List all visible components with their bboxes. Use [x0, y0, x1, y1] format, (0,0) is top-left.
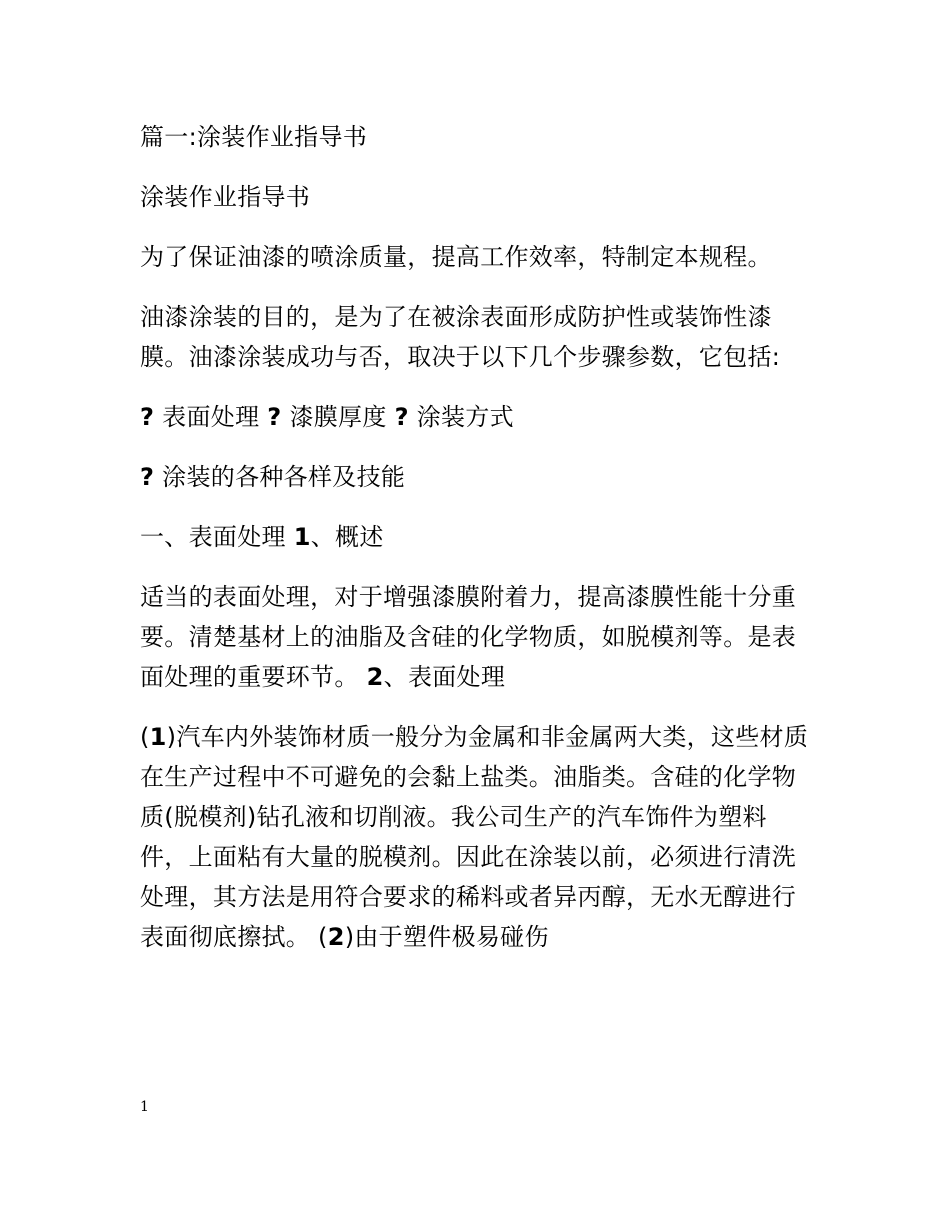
item-open-paren: (: [140, 723, 150, 751]
bullet-mark: ?: [140, 463, 155, 491]
bullet-text-coating-method: 涂装方式: [408, 403, 514, 431]
document-subheading: 涂装作业指导书: [140, 183, 311, 211]
overview-text: 适当的表面处理，对于增强漆膜附着力，提高漆膜性能十分重要。清楚基材上的油脂及含硅的化学物质，如脱模剂等。是表面处理的重要环节。: [140, 583, 797, 691]
item-number-1: 1: [149, 723, 167, 751]
bullet-line-1: [140, 397, 812, 437]
item-2-text: )由于塑件极易碰伤: [344, 923, 549, 951]
bullet-mark: ?: [140, 403, 155, 431]
section-heading-surface-treatment: [140, 517, 812, 557]
bullet-text-skills: 涂装的各种各样及技能: [154, 463, 406, 491]
purpose-paragraph: 油漆涂装的目的，是为了在被涂表面形成防护性或装饰性漆膜。油漆涂装成功与否，取决于以下几个步骤参数，它包括:: [140, 303, 781, 371]
overview-paragraph: [140, 577, 812, 697]
document-body: [140, 117, 812, 977]
item-1-text: )汽车内外装饰材质一般分为金属和非金属两大类，这些材质在生产过程中不可避免的会黏上盐类。油脂类。含硅的化学物质(脱模剂)钻孔液和切削液。我公司生产的汽车饰件为塑料件，上面粘有大量的脱模剂。因此在涂装以前，必须进行清洗处理，其方法是用符合要求的稀料或者异丙醇，无水无醇进行表面彻底擦拭。 (: [140, 723, 809, 951]
item-number-2: 2: [327, 923, 345, 951]
section-number: 1: [293, 523, 311, 551]
overview-number: 2: [366, 663, 384, 691]
bullet-text-surface-treatment: 表面处理: [154, 403, 268, 431]
section-suffix: 、概述: [310, 523, 384, 551]
document-heading: 篇一:涂装作业指导书: [140, 123, 368, 151]
bullet-mark: ?: [267, 403, 282, 431]
overview-suffix: 、表面处理: [383, 663, 506, 691]
bullet-mark: ?: [394, 403, 409, 431]
page-number: 1: [140, 1099, 149, 1115]
intro-paragraph: 为了保证油漆的喷涂质量，提高工作效率，特制定本规程。: [140, 243, 772, 271]
bullet-text-film-thickness: 漆膜厚度: [281, 403, 395, 431]
bullet-line-2: [140, 457, 812, 497]
item-1-paragraph: [140, 717, 812, 957]
section-prefix: 一、表面处理: [140, 523, 294, 551]
